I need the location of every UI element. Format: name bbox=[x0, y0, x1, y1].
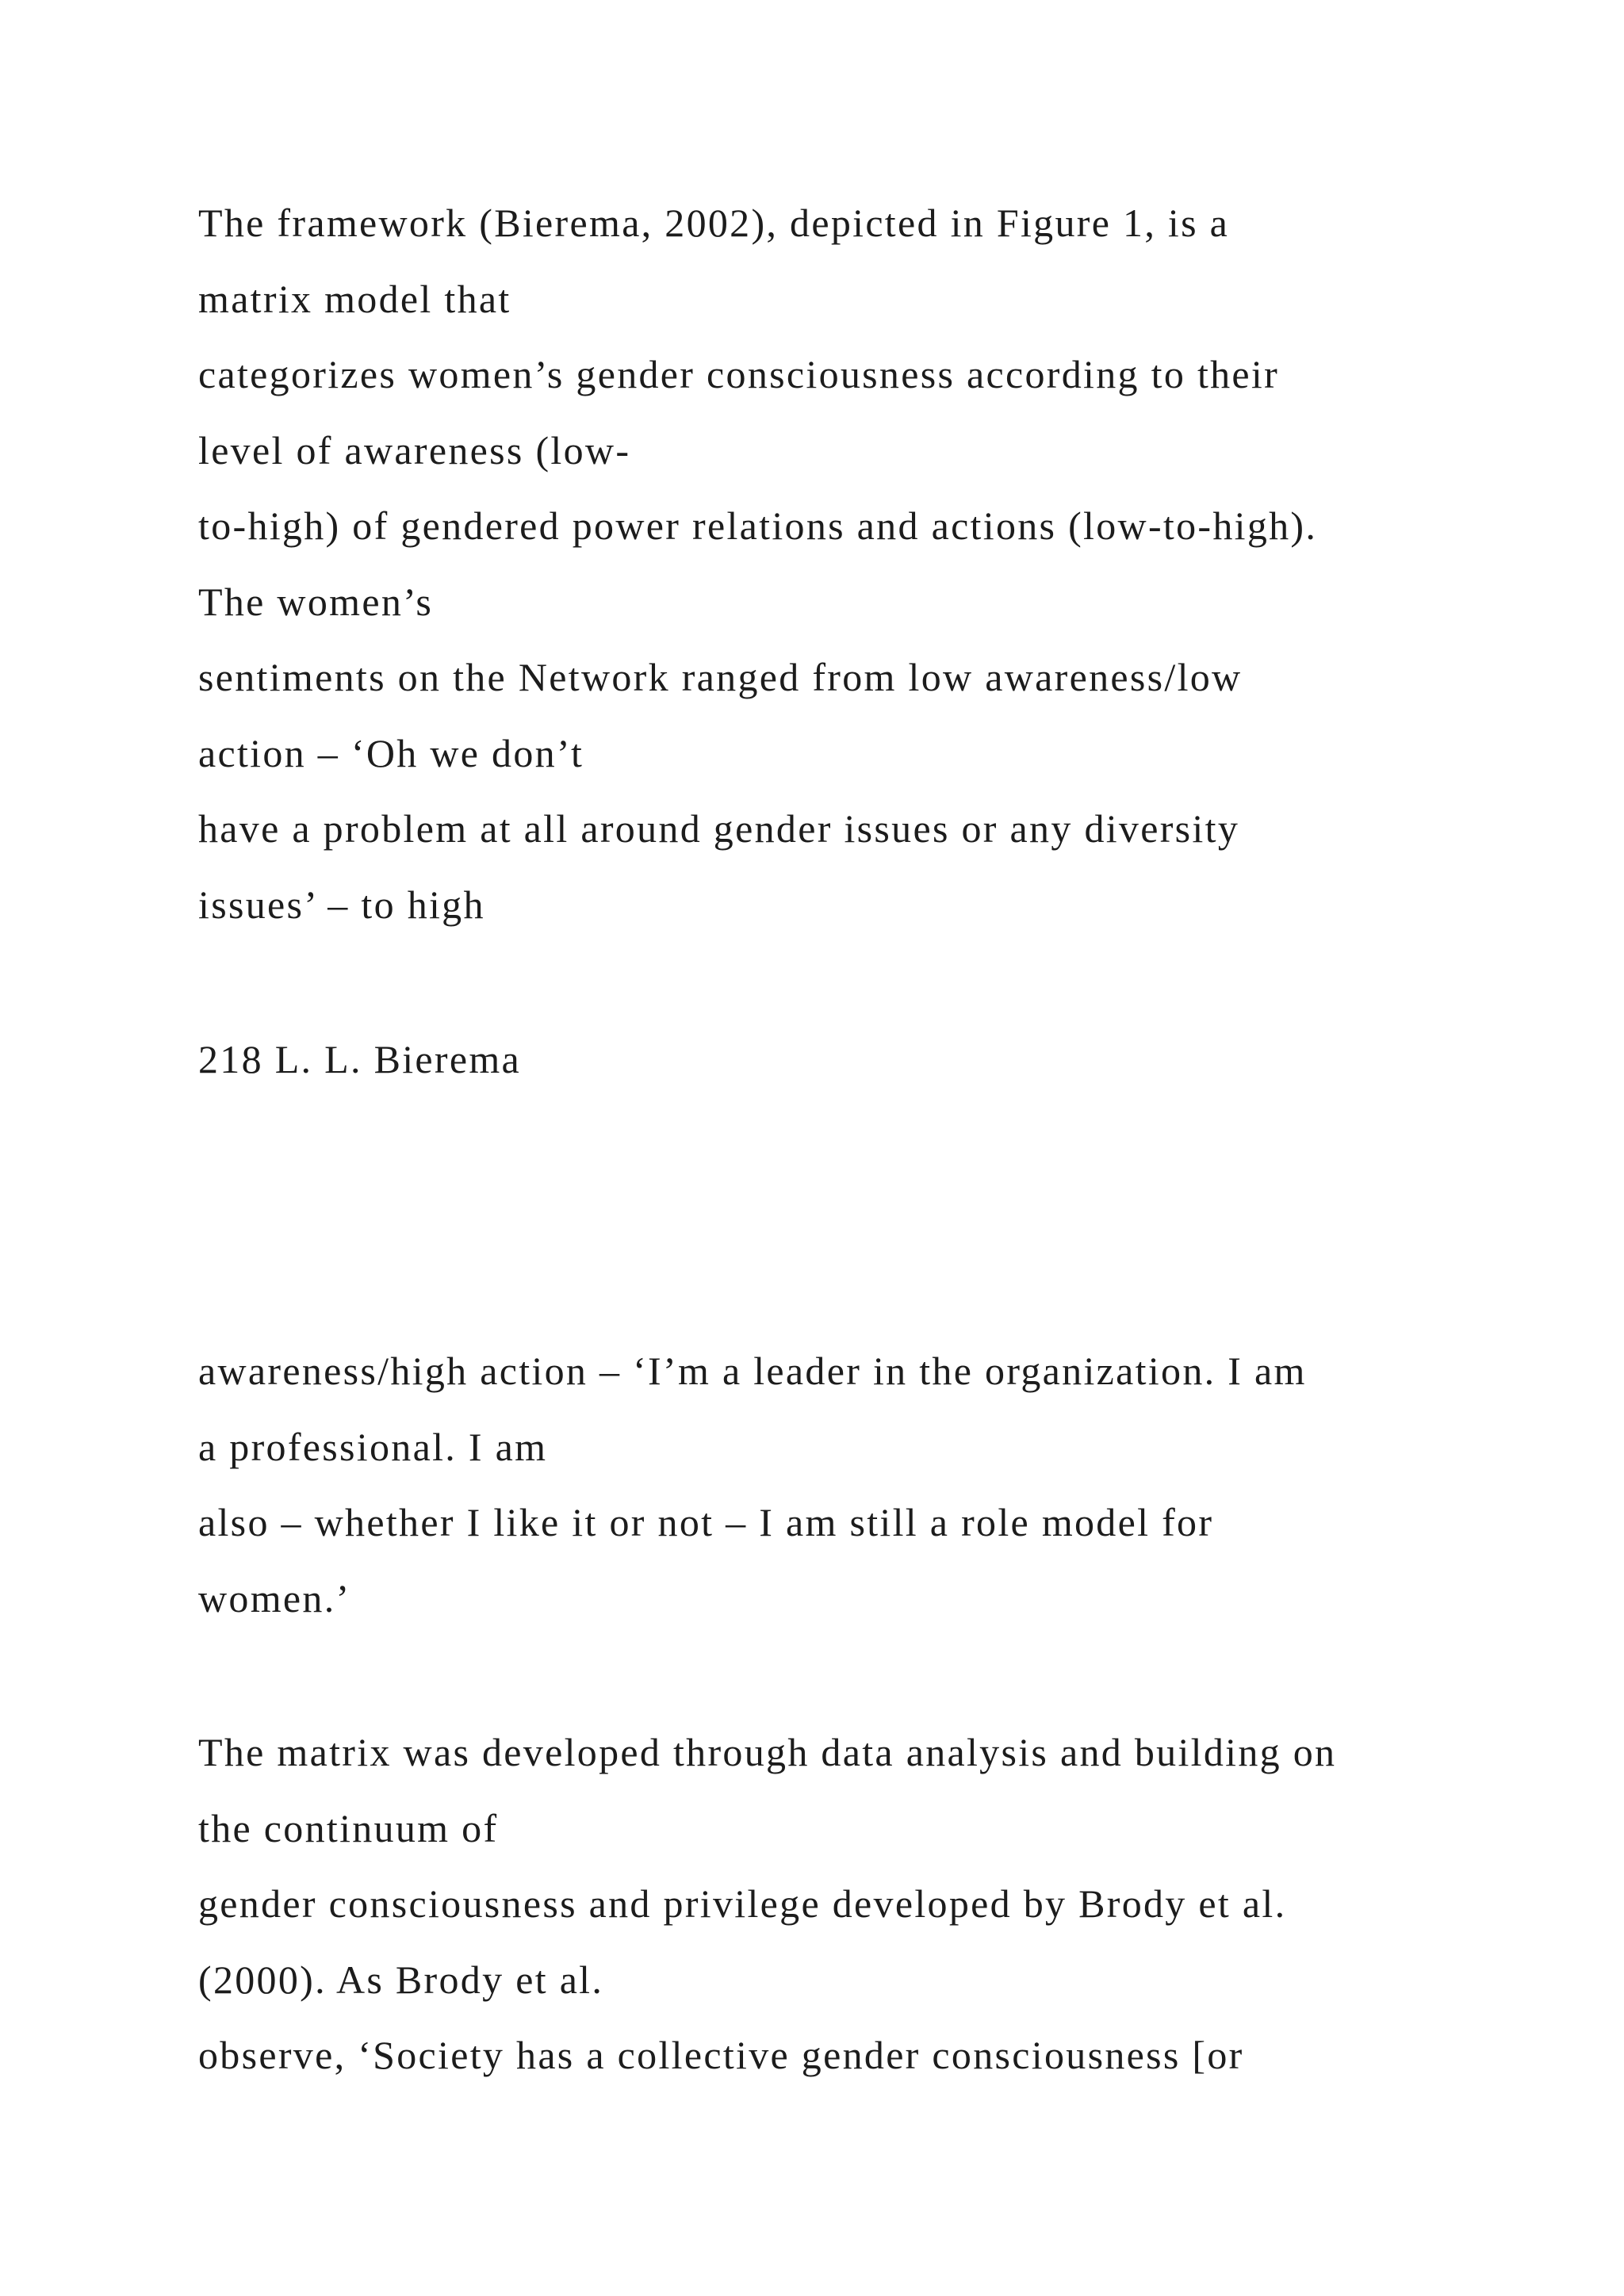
text-line: the continuum of bbox=[198, 1805, 499, 1850]
footer-text: 218 L. L. Bierema bbox=[198, 1037, 522, 1081]
text-line: to-high) of gendered power relations and actions (low-to-high). bbox=[198, 503, 1318, 548]
paragraph-quote bbox=[198, 1334, 1507, 1636]
text-line: (2000). As Brody et al. bbox=[198, 1957, 604, 2002]
text-line: The matrix was developed through data analysis and building on bbox=[198, 1730, 1337, 1774]
text-line: level of awareness (low- bbox=[198, 427, 631, 473]
text-line: sentiments on the Network ranged from low awareness/low bbox=[198, 655, 1243, 699]
text-line: categorizes women’s gender consciousness according to their bbox=[198, 352, 1280, 396]
text-line: matrix model that bbox=[198, 276, 511, 321]
text-line: observe, ‘Society has a collective gender consciousness [or bbox=[198, 2033, 1244, 2077]
text-line: also – whether I like it or not – I am still a role model for bbox=[198, 1500, 1214, 1544]
text-line: women.’ bbox=[198, 1575, 351, 1621]
paragraph-matrix bbox=[198, 1715, 1507, 2094]
text-line: action – ‘Oh we don’t bbox=[198, 730, 584, 775]
paragraph-framework bbox=[198, 186, 1507, 943]
text-line: have a problem at all around gender issues or any diversity bbox=[198, 806, 1240, 851]
page-footer bbox=[198, 1022, 1507, 1098]
text-line: The framework (Bierema, 2002), depicted in Figure 1, is a bbox=[198, 201, 1230, 245]
text-line: gender consciousness and privilege developed by Brody et al. bbox=[198, 1881, 1287, 1926]
text-line: The women’s bbox=[198, 579, 434, 624]
text-line: issues’ – to high bbox=[198, 882, 485, 927]
text-line: a professional. I am bbox=[198, 1424, 548, 1469]
text-line: awareness/high action – ‘I’m a leader in the organization. I am bbox=[198, 1349, 1307, 1393]
